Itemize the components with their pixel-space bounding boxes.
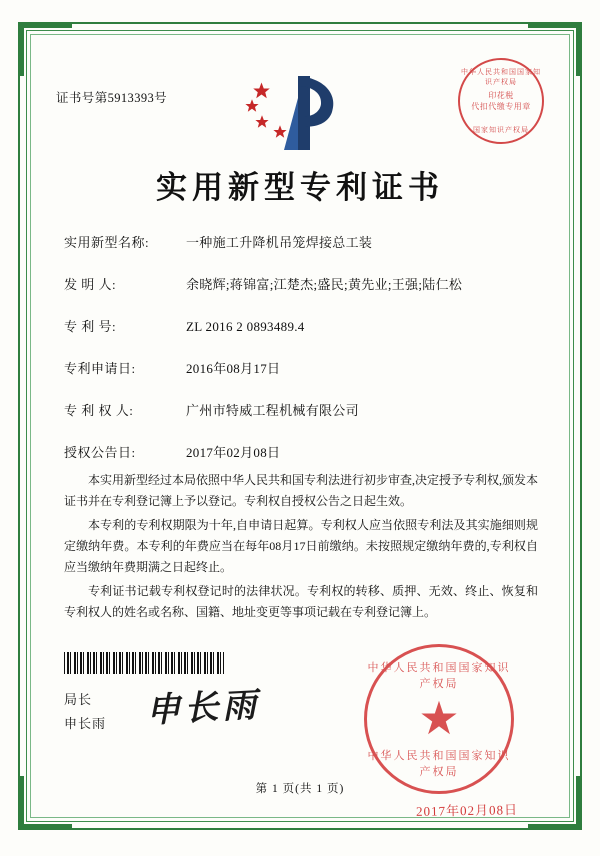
field-label: 实用新型名称: bbox=[64, 235, 150, 250]
field-value: 广州市特威工程机械有限公司 bbox=[186, 403, 359, 418]
field-label: 专 利 权 人: bbox=[64, 403, 134, 418]
field-value: 2016年08月17日 bbox=[186, 361, 281, 376]
star-icon: ★ bbox=[418, 693, 460, 744]
field-row-application-date bbox=[64, 358, 536, 377]
field-value: 2017年02月08日 bbox=[186, 445, 281, 460]
official-round-seal bbox=[364, 644, 514, 794]
seal-date: 2017年02月08日 bbox=[415, 802, 519, 819]
field-row-grant-date bbox=[64, 442, 536, 461]
legal-paragraph-1: 本实用新型经过本局依照中华人民共和国专利法进行初步审查,决定授予专利权,颁发本证书并在专利登记簿上予以登记。专利权自授权公告之日起生效。 bbox=[64, 473, 539, 508]
field-row-patent-number bbox=[64, 316, 536, 335]
official-seal-arc-bottom: 中华人民共和国国家知识产权局 bbox=[367, 750, 511, 778]
field-value: 余晓辉;蒋锦富;江楚杰;盛民;黄先业;王强;陆仁松 bbox=[186, 277, 463, 292]
signature-block bbox=[64, 688, 106, 736]
patent-barcode bbox=[64, 652, 224, 674]
stamp-duty-seal-arc-top: 中华人民共和国国家知识产权局 bbox=[461, 68, 541, 86]
director-title-label: 局长 bbox=[64, 692, 93, 707]
field-value: ZL 2016 2 0893489.4 bbox=[186, 319, 305, 334]
legal-paragraph-2: 本专利的专利权期限为十年,自申请日起算。专利权人应当依照专利法及其实施细则规定缴纳年费。本专利的年费应当在每年08月17日前缴纳。未按照规定缴纳年费的,专利权自应当缴纳年费期满之日起终止。 bbox=[64, 518, 538, 574]
field-label: 发 明 人: bbox=[64, 277, 117, 292]
field-row-patentee bbox=[64, 400, 536, 419]
stamp-duty-seal bbox=[458, 58, 544, 144]
field-row-invention-name bbox=[64, 232, 536, 251]
field-value: 一种施工升降机吊笼焊接总工装 bbox=[186, 235, 373, 250]
field-label: 专 利 号: bbox=[64, 319, 117, 334]
patent-emblem-icon bbox=[240, 64, 360, 156]
stamp-duty-seal-center bbox=[460, 90, 542, 112]
official-seal-arc-top: 中华人民共和国国家知识产权局 bbox=[367, 662, 511, 690]
field-label: 专利申请日: bbox=[64, 361, 136, 376]
certificate-number: 证书号第5913393号 bbox=[56, 91, 168, 105]
director-name-label: 申长雨 bbox=[64, 716, 107, 731]
certificate-content bbox=[46, 52, 554, 819]
legal-text-block bbox=[64, 470, 538, 626]
handwritten-signature: 申长雨 bbox=[145, 685, 262, 731]
field-label: 授权公告日: bbox=[64, 445, 136, 460]
legal-paragraph-3: 专利证书记载专利权登记时的法律状况。专利权的转移、质押、无效、终止、恢复和专利权人的姓名或名称、国籍、地址变更等事项记载在专利登记簿上。 bbox=[64, 584, 538, 619]
page-title: 实用新型专利证书 bbox=[156, 170, 444, 205]
field-row-inventors bbox=[64, 274, 536, 293]
stamp-duty-seal-line2: 代扣代缴专用章 bbox=[471, 102, 531, 111]
stamp-duty-seal-line1: 印花税 bbox=[488, 91, 514, 100]
patent-fields-list bbox=[64, 232, 536, 484]
page-footer: 第 1 页(共 1 页) bbox=[255, 783, 345, 795]
stamp-duty-seal-arc-bottom: 国家知识产权局 bbox=[473, 126, 529, 134]
